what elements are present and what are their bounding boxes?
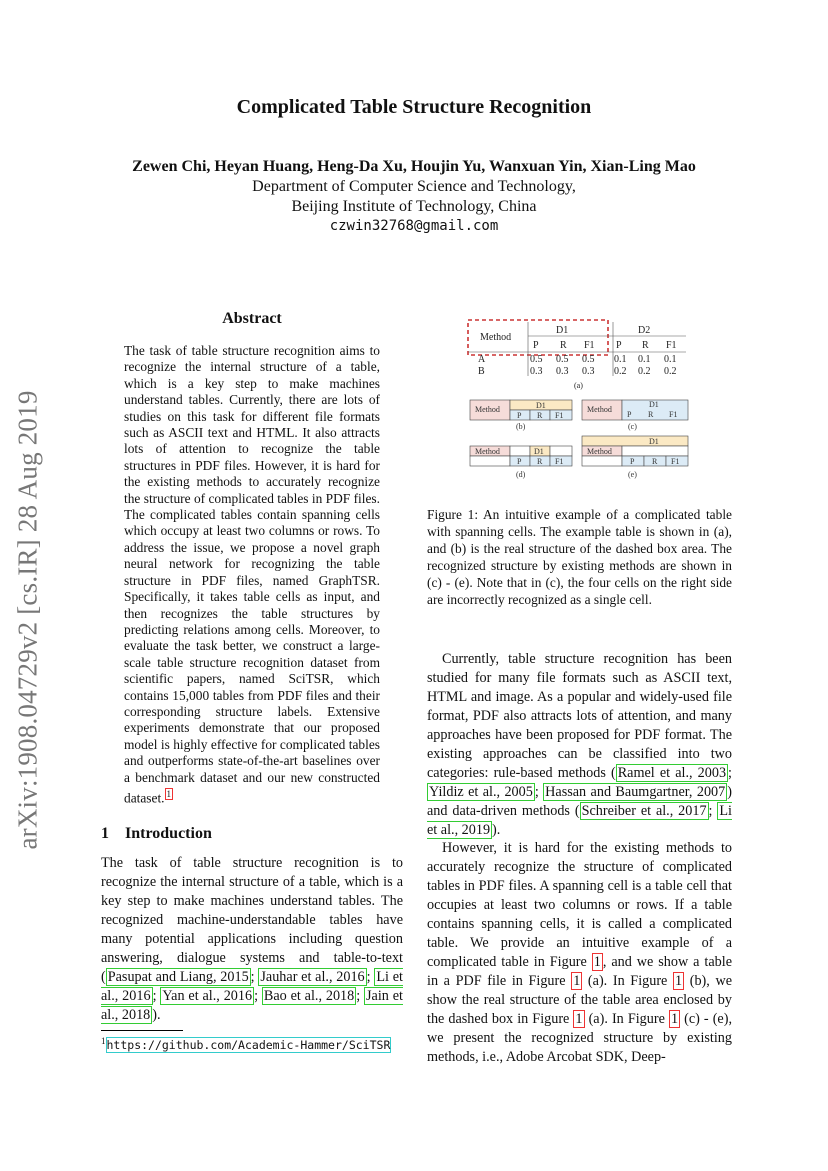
- paragraph-text: Currently, table structure recognition has been studied for many file formats such as ASCII text, HTML and image. As a popular and widely-used file format, PDF also attracts lots of attention, and many approaches have been proposed for PDF format. The existing approaches can be classified into two categories: rule-based methods (: [427, 651, 732, 781]
- author-email: czwin32768@gmail.com: [329, 218, 499, 234]
- paragraph-text: The task of table structure recognition is to recognize the internal structure of a table, which is a key step to make machines understand tables. The recognized machine-understandable tables have many potential applications including question answering, dialogue systems and table-to-text (: [101, 855, 403, 985]
- paper-title: Complicated Table Structure Recognition: [236, 96, 592, 118]
- r-label: R: [537, 457, 543, 466]
- paragraph-text: (b), we show the real structure of the table area enclosed by the dashed box in Figure: [427, 973, 733, 1027]
- affiliation-line-1: Department of Computer Science and Technology,: [252, 178, 576, 195]
- row-a-label: A: [478, 354, 486, 365]
- empty-cell: [510, 446, 530, 456]
- p-header: P: [616, 340, 622, 351]
- row-b-label: B: [478, 366, 485, 377]
- p-label: P: [517, 411, 522, 420]
- cell-value: 0.3: [530, 366, 543, 377]
- citation-link[interactable]: Jain et al., 2018: [101, 988, 403, 1023]
- d1-cell: [582, 436, 688, 446]
- section-number: 1: [101, 825, 109, 842]
- subfigure-b: [470, 400, 572, 431]
- cell-value: 0.5: [582, 354, 595, 365]
- intro-paragraph-3: [427, 839, 732, 1067]
- label-b: (b): [516, 422, 526, 431]
- abstract-heading: Abstract: [222, 310, 282, 327]
- intro-paragraph-1: The task of table structure recognition is to recognize the internal structure of a table, which is a key step to make machines understand tables. The recognized machine-understandable tables have many potential applications including question answering, dialogue systems and table-to-text ( Pasupat and Liang, 2015 ; Jauhar et al., 2016 ; Li et al., 2016 ; Yan et al., 2016 ; Bao et al., 2018 ; Jain et al., 2018 ).: [101, 855, 403, 1023]
- arxiv-stamp: [8, 380, 48, 860]
- f1-label: F1: [555, 411, 564, 420]
- p-label: P: [517, 457, 522, 466]
- intro-paragraph-2: Currently, table structure recognition has been studied for many file formats such as ASCII text, HTML and image. As a popular and widely-used file format, PDF also attracts lots of attention, and many approaches have been proposed for PDF format. The existing approaches can be classified into two categories: rule-based methods ( Ramel et al., 2003 ; Yildiz et al., 2005 ; Hassan and Baumgartner, 2007 ) and data-driven methods ( Schreiber et al., 2017 ; Li et al., 2019 ).: [427, 651, 732, 838]
- affiliation-line-2: Beijing Institute of Technology, China: [291, 198, 537, 215]
- figure-1: [466, 318, 726, 488]
- method-label: Method: [587, 405, 612, 414]
- cell-value: 0.5: [556, 354, 569, 365]
- abstract-body: [124, 343, 380, 807]
- footnote-marker[interactable]: 1: [166, 788, 172, 799]
- citation-link[interactable]: Schreiber et al., 2017: [581, 803, 707, 819]
- citation-link[interactable]: Li et al., 2016: [101, 969, 403, 1004]
- citation-link[interactable]: Hassan and Baumgartner, 2007: [545, 784, 726, 800]
- footnote-number: 1: [101, 1036, 106, 1046]
- cell-value: 0.3: [582, 366, 595, 377]
- cell-value: 0.2: [614, 366, 627, 377]
- abstract-text: The task of table structure recognition aims to recognize the internal structure of a table, which is a key step to make machines understand tables. Currently, there are lots of studies on this task for different file formats such as ASCII text and HTML. It also attracts lots of attention to recognize the table structures in PDF files. However, it is hard for the existing methods to accurately recognize the structure of complicated tables in PDF files. The complicated tables contain spanning cells which occupy at least two columns or rows. To address the issue, we propose a novel graph neural network for recognizing the table structure in PDF files, named GraphTSR. Specifically, it takes table cells as input, and then recognizes the table structures by predicting relations among cells. Moreover, to evaluate the task better, we construct a large-scale table structure recognition dataset from scientific papers, named SciTSR, which contains 15,000 tables from PDF files and their corresponding structure labels. Extensive experiments demonstrate that our proposed model is highly effective for complicated tables and outperforms state-of-the-art baselines over a benchmark dataset and our new constructed dataset.: [124, 343, 380, 806]
- paragraph-text: ).: [492, 822, 501, 838]
- empty-cell: [550, 446, 572, 456]
- footnote-url-link[interactable]: https://github.com/Academic-Hammer/SciTSR: [106, 1038, 391, 1052]
- cell-value: 0.2: [638, 366, 651, 377]
- section-title: Introduction: [125, 825, 212, 842]
- paragraph-text: ).: [152, 1007, 161, 1023]
- r-header: R: [560, 340, 567, 351]
- label-e: (e): [628, 470, 637, 479]
- citation-link[interactable]: Jauhar et al., 2016: [260, 969, 365, 985]
- r-header: R: [642, 340, 649, 351]
- empty-cell: [470, 456, 510, 466]
- subfigure-c: [582, 400, 688, 431]
- paragraph-text: (a). In Figure: [582, 973, 673, 989]
- footnote-rule: [101, 1030, 183, 1031]
- paragraph-text: , and we show a table in a PDF file in Figure: [427, 954, 732, 989]
- d2-header: D2: [638, 325, 651, 336]
- subfigure-d: [470, 446, 572, 479]
- citation-link[interactable]: Li et al., 2019: [427, 803, 732, 838]
- r-label: R: [652, 457, 658, 466]
- cell-value: 0.5: [530, 354, 543, 365]
- method-label: Method: [475, 447, 500, 456]
- figure-caption: Figure 1: An intuitive example of a complicated table with spanning cells. The example table is shown in (a), and (b) is the real structure of the dashed box area. The recognized structure by existing methods are shown in (c) - (e). Note that in (c), the four cells on the right side are incorrectly recognized as a single cell.: [427, 507, 732, 607]
- citation-link[interactable]: Bao et al., 2018: [263, 988, 355, 1004]
- section-heading: [101, 825, 212, 843]
- label-c: (c): [628, 422, 637, 431]
- f1-label: F1: [669, 410, 678, 419]
- method-header: Method: [480, 332, 512, 343]
- f1-label: F1: [555, 457, 564, 466]
- label-d: (d): [516, 470, 526, 479]
- footnote: [101, 1034, 403, 1053]
- empty-cell: [582, 456, 622, 466]
- cell-value: 0.2: [664, 366, 677, 377]
- cell-value: 0.1: [638, 354, 651, 365]
- paragraph-text: ) and data-driven methods (: [427, 784, 732, 819]
- citation-link[interactable]: Yildiz et al., 2005: [429, 784, 533, 800]
- figure-ref-link[interactable]: 1: [593, 954, 601, 970]
- p-header: P: [533, 340, 539, 351]
- d1-label: D1: [536, 401, 546, 410]
- method-label: Method: [475, 405, 500, 414]
- figure-ref-link[interactable]: 1: [575, 1011, 583, 1027]
- paragraph-text: However, it is hard for the existing methods to accurately recognize the structure of complicated tables in PDF files. A spanning cell is a table cell that occupies at least two columns or rows. If a table contains spanning cells, it is called a complicated table. We provide an intuitive example of a complicated table in Figure: [427, 840, 732, 970]
- cell-value: 0.1: [664, 354, 677, 365]
- citation-link[interactable]: Ramel et al., 2003: [617, 765, 727, 781]
- f1-header: F1: [666, 340, 677, 351]
- p-label: P: [630, 457, 635, 466]
- citation-link[interactable]: Yan et al., 2016: [162, 988, 253, 1004]
- subfigure-a: [468, 320, 686, 390]
- author-list: Zewen Chi, Heyan Huang, Heng-Da Xu, Houjin Yu, Wanxuan Yin, Xian-Ling Mao: [132, 158, 696, 175]
- figure-ref-link[interactable]: 1: [670, 1011, 679, 1027]
- f1-label: F1: [671, 457, 680, 466]
- d1-label: D1: [534, 447, 544, 456]
- d1-label: D1: [649, 400, 659, 409]
- empty-cell: [622, 446, 688, 456]
- d1-label: D1: [649, 437, 659, 446]
- figure-ref-link[interactable]: 1: [573, 973, 581, 989]
- citation-link[interactable]: Pasupat and Liang, 2015: [107, 969, 249, 985]
- label-a: (a): [574, 381, 583, 390]
- r-label: R: [648, 410, 654, 419]
- cell-value: 0.3: [556, 366, 569, 377]
- paragraph-text: (c) - (e), we present the recognized structure by existing methods, i.e., Adobe Arcobat SDK, Deep-: [427, 1011, 732, 1065]
- d1-header: D1: [556, 325, 569, 336]
- cell-value: 0.1: [614, 354, 627, 365]
- method-label: Method: [587, 447, 612, 456]
- paragraph-text: (a). In Figure: [584, 1011, 669, 1027]
- figure-ref-link[interactable]: 1: [675, 973, 683, 989]
- f1-header: F1: [584, 340, 595, 351]
- r-label: R: [537, 411, 543, 420]
- arxiv-id: arXiv:1908.04729v2 [cs.IR] 28 Aug 2019: [12, 390, 43, 850]
- p-label: P: [627, 410, 632, 419]
- subfigure-e: [582, 436, 688, 479]
